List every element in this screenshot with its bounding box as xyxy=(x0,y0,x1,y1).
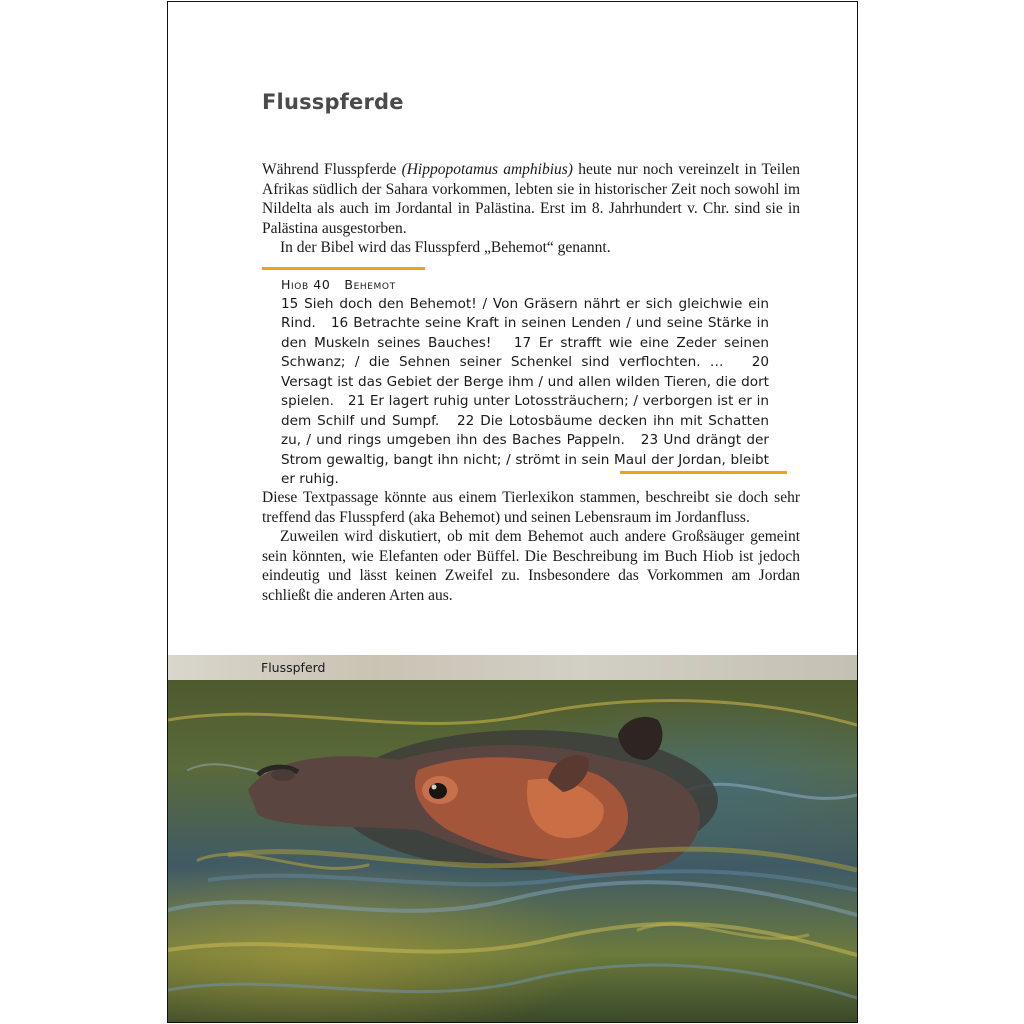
intro-text xyxy=(262,160,800,258)
quote-body: 15 Sieh doch den Behemot! / Von Gräsern nährt er sich gleichwie ein Rind. 16 Betrachte seine Kraft in seinen Lenden / und seine Stärke in den Muskeln seines Bauches! 17 Er strafft wie eine Zeder seinen Schwanz; / die Sehnen seiner Schenkel sind verflochten. … 20 Versagt ist das Gebiet der Berge ihm / und allen wilden Tieren, die dort spielen. 21 Er lagert ruhig unter Lotossträuchern; / verborgen ist er in dem Schilf und Sumpf. 22 Die Lotosbäume decken ihn mit Schatten zu, / und rings umgeben ihn des Baches Pappeln. 23 Und drängt der Strom gewaltig, bangt ihn nicht; / strömt in sein Maul der Jordan, bleibt er ruhig. xyxy=(281,295,774,487)
outro-text xyxy=(262,488,800,605)
hippo-photo xyxy=(168,680,857,1022)
book-page xyxy=(167,1,858,1023)
intro-paragraph-1 xyxy=(262,160,800,238)
quote-top-rule xyxy=(262,267,425,270)
bible-quote xyxy=(281,275,774,490)
quote-heading xyxy=(281,275,769,295)
intro-text-b: heute nur noch vereinzelt in Teilen Afrikas südlich der Sahara vorkommen, lebten sie in historischer Zeit noch sowohl im Nildelta als auch im Jordantal in Palästina. Erst im 8. Jahrhundert v. Chr. sind sie in Palästina ausgestorben. xyxy=(262,161,801,237)
hippo-illustration xyxy=(168,680,857,1022)
outro-paragraph-1: Diese Textpassage könnte aus einem Tierlexikon stammen, beschreibt sie doch sehr treffend das Flusspferd (aka Behemot) und seinen Lebensraum im Jordanfluss. xyxy=(262,489,800,526)
quote-title: Behemot xyxy=(344,277,396,292)
quote-reference: Hiob 40 xyxy=(281,277,331,292)
quote-bottom-rule xyxy=(620,471,787,474)
intro-text-a: Während Flusspferde xyxy=(262,161,402,178)
species-name: (Hippopotamus amphibius) xyxy=(401,161,573,178)
photo-caption: Flusspferd xyxy=(261,660,326,675)
outro-paragraph-2: Zuweilen wird diskutiert, ob mit dem Behemot auch andere Großsäuger gemeint sein könnten, wie Elefanten oder Büffel. Die Beschreibung im Buch Hiob ist jedoch eindeutig und lässt keinen Zweifel zu. Insbesondere das Vorkommen am Jordan schließt die anderen Arten aus. xyxy=(262,528,800,604)
intro-paragraph-2: In der Bibel wird das Flusspferd „Behemot“ genannt. xyxy=(280,239,611,256)
page-title: Flusspferde xyxy=(262,90,404,114)
